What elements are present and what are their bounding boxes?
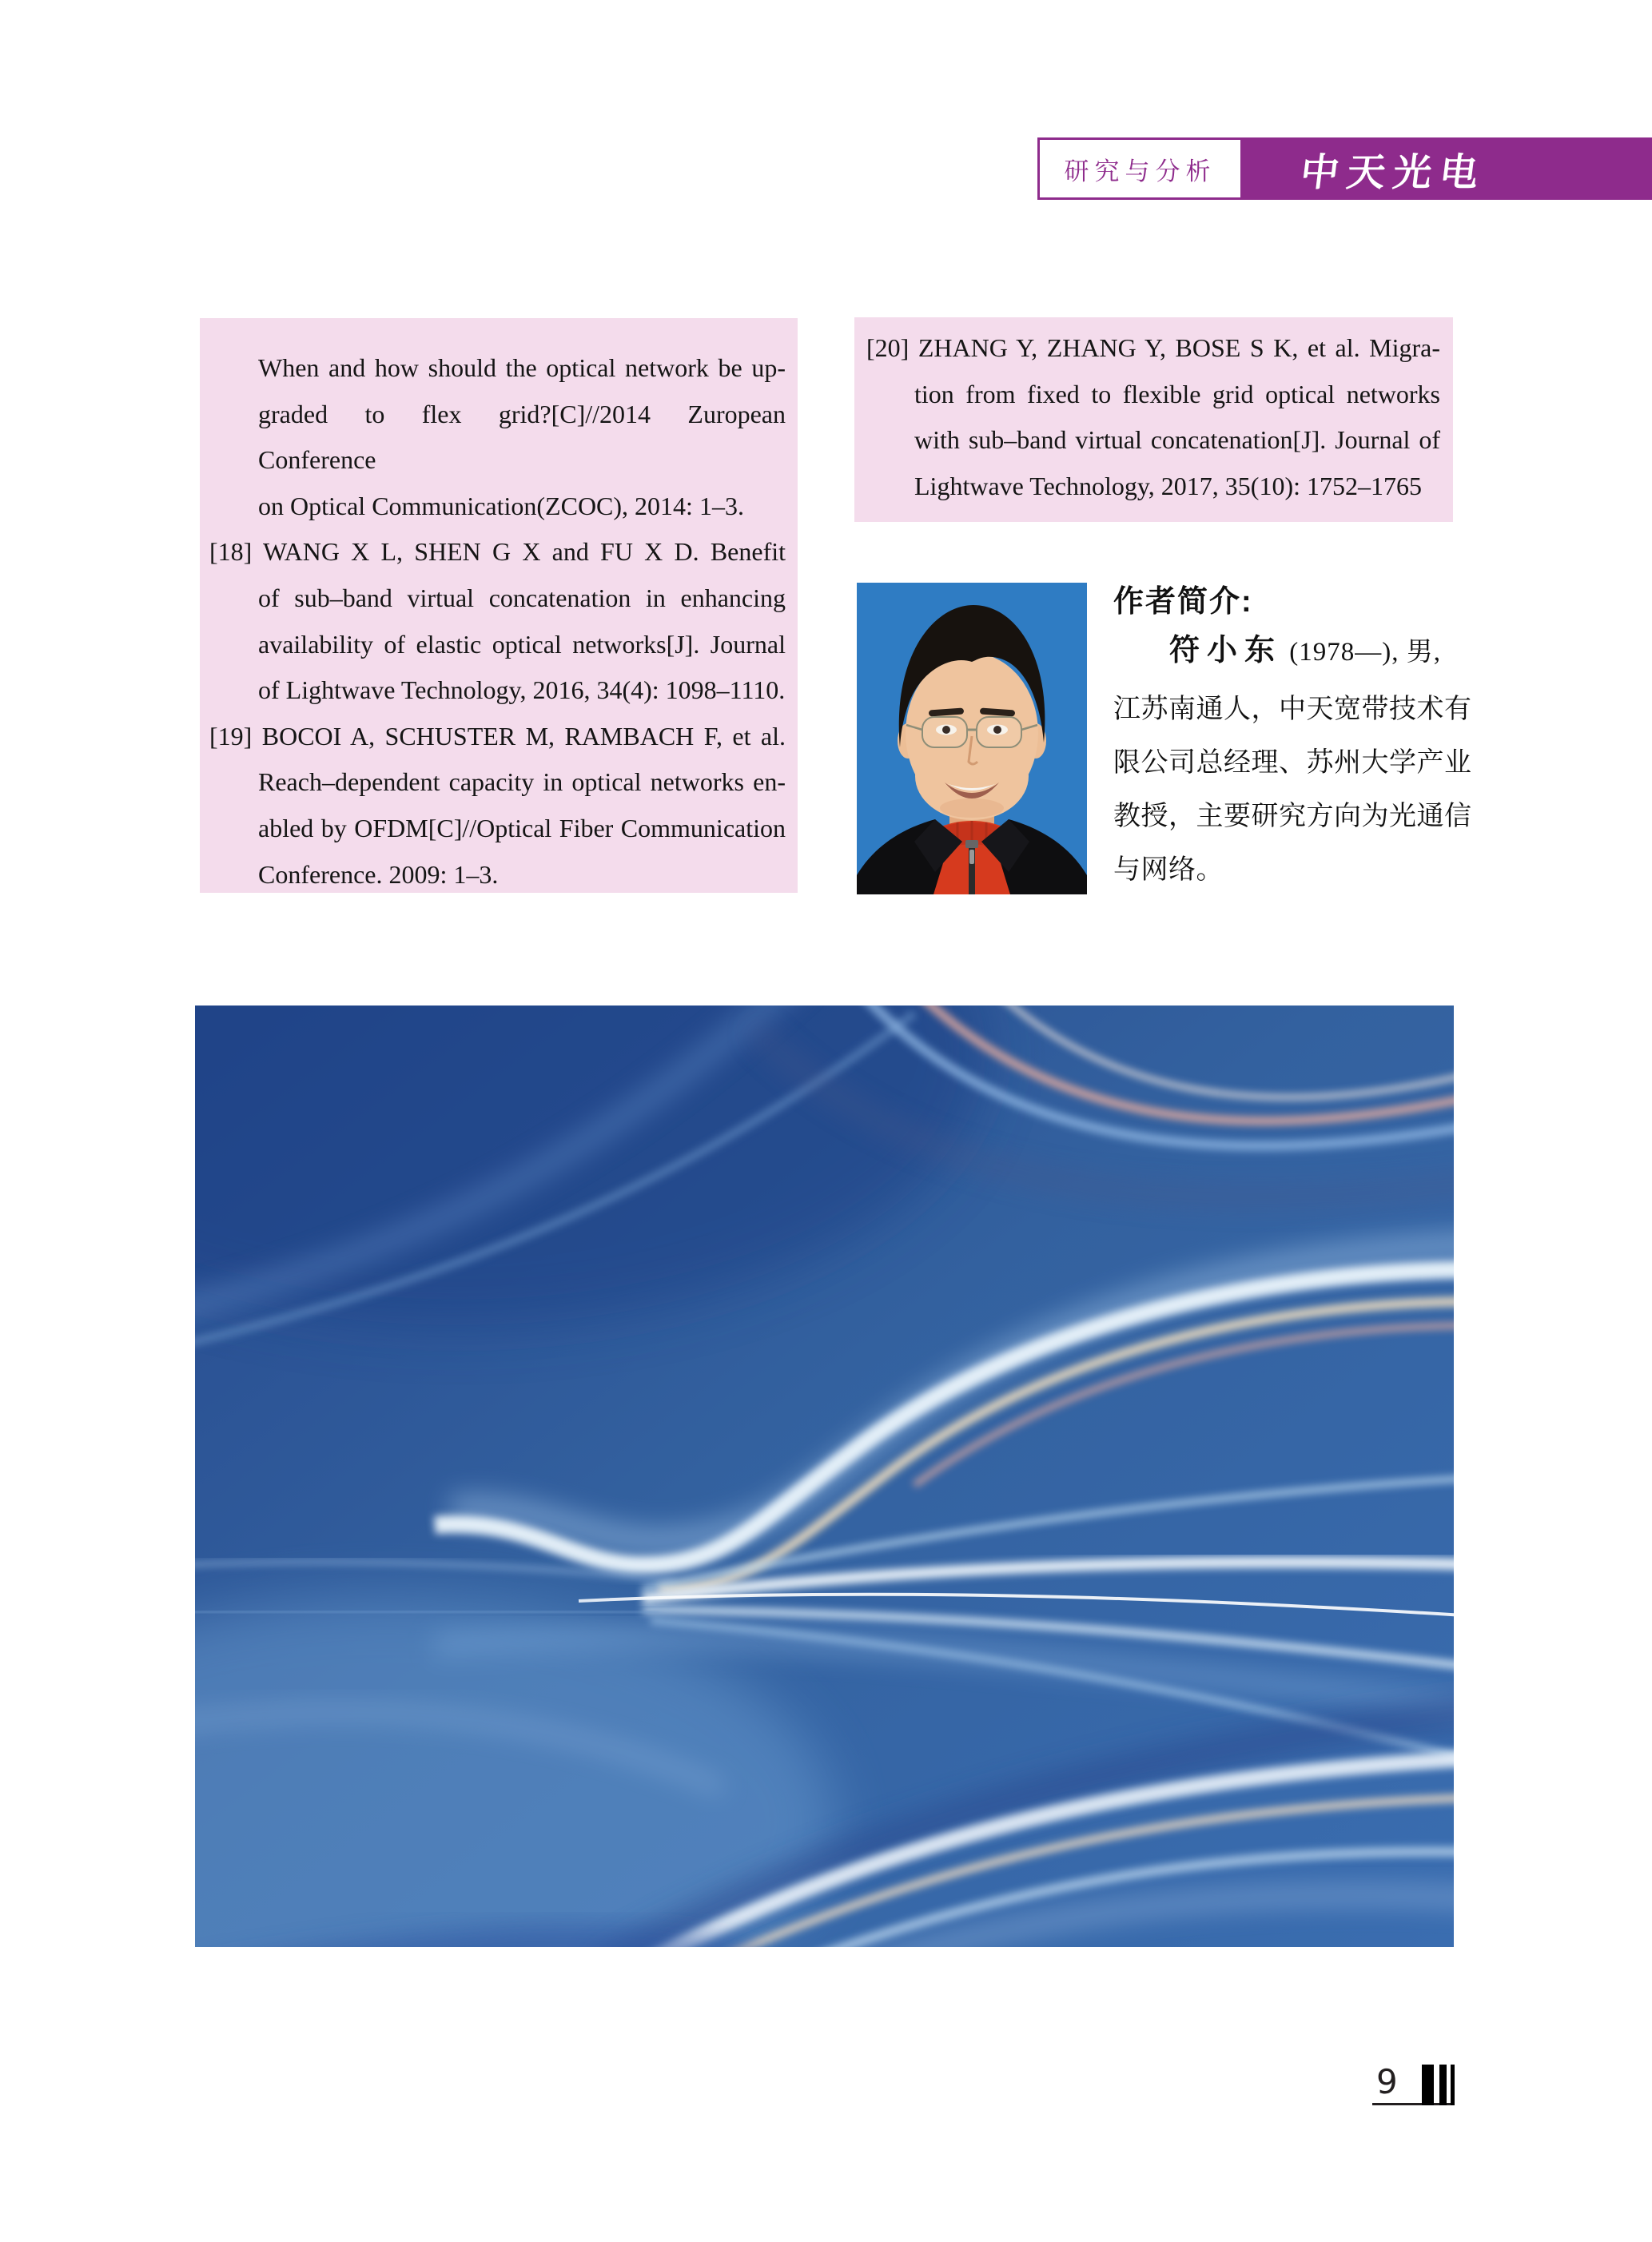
header-banner <box>1037 137 1652 200</box>
author-name: 符小东 <box>1169 634 1283 667</box>
section-tag <box>1037 137 1243 200</box>
author-birth-gender: (1978—), 男, <box>1282 638 1441 667</box>
barcode-bar <box>1422 2065 1434 2105</box>
brand-logo: 中天光电 <box>1298 149 1489 195</box>
references-box-left <box>200 318 798 893</box>
reference-line: When and how should the optical network be up- <box>258 353 786 382</box>
author-name-line <box>1113 625 1473 683</box>
abstract-fiber-light-art <box>195 1006 1454 1947</box>
footer-barcode-marks <box>1422 2065 1455 2105</box>
author-bio-line: 限公司总经理、苏州大学产业 <box>1113 748 1472 778</box>
reference-line: [18] WANG X L, SHEN G X and FU X D. Benefit <box>209 537 786 567</box>
page-number: 9 <box>1376 2062 1398 2101</box>
reference-line: Conference. 2009: 1–3. <box>258 859 499 889</box>
reference-line: abled by OFDM[C]//Optical Fiber Communication <box>258 813 786 842</box>
reference-line: availability of elastic optical networks[J]. Journal <box>258 629 786 659</box>
reference-line: Reach–dependent capacity in optical networks en- <box>258 767 786 797</box>
author-bio-line: 教授，主要研究方向为光通信 <box>1113 802 1472 831</box>
author-bio-line: 江苏南通人，中天宽带技术有 <box>1113 695 1472 724</box>
reference-line: graded to flex grid?[C]//2014 Zuropean Conference <box>258 399 786 475</box>
reference-line: of sub–band virtual concatenation in enhancing <box>258 583 786 612</box>
section-tag-text: 研究与分析 <box>1064 157 1216 185</box>
references-box-right <box>854 317 1453 522</box>
abstract-fiber-light-image <box>195 1006 1454 1947</box>
barcode-bar <box>1451 2065 1455 2105</box>
author-photo <box>857 583 1087 894</box>
author-bio-line: 与网络。 <box>1113 855 1224 885</box>
reference-line: on Optical Communication(ZCOC), 2014: 1–3. <box>258 491 744 520</box>
author-bio-heading: 作者简介: <box>1113 585 1253 619</box>
reference-line: tion from fixed to flexible grid optical networks <box>914 379 1440 408</box>
author-bio <box>1113 579 1473 897</box>
reference-line: Lightwave Technology, 2017, 35(10): 1752–1765 <box>914 471 1422 500</box>
barcode-bar <box>1439 2065 1447 2105</box>
reference-line: of Lightwave Technology, 2016, 34(4): 1098–1110. <box>258 675 786 705</box>
reference-line: with sub–band virtual concatenation[J]. Journal of <box>914 425 1440 455</box>
author-portrait-illustration <box>857 583 1087 894</box>
reference-line: [19] BOCOI A, SCHUSTER M, RAMBACH F, et al. <box>209 721 786 751</box>
reference-line: [20] ZHANG Y, ZHANG Y, BOSE S K, et al. Migra- <box>866 333 1440 362</box>
